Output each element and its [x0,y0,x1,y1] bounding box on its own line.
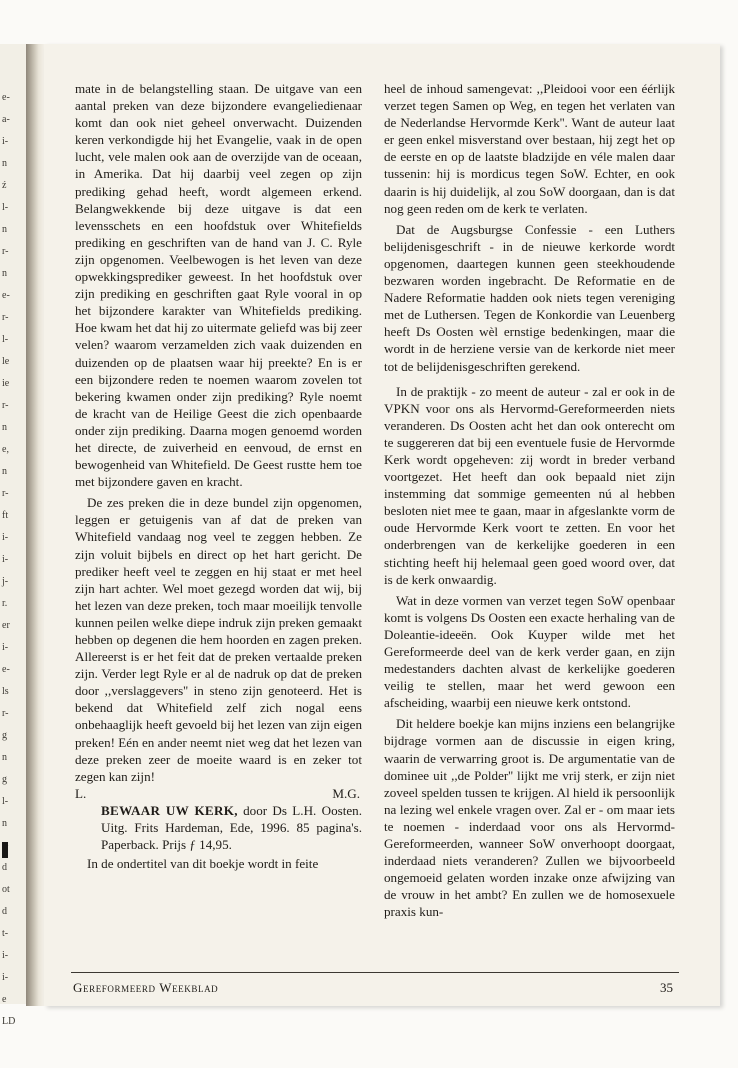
previous-page-text-fragment: le [2,356,10,367]
book-details: door Ds L.H. Oosten. Uitg. Frits Hardeman, Ede, 1996. 85 pagina's. Paperback. Prijs ƒ 14,95. [101,802,363,853]
book-title: BEWAAR UW KERK, [101,802,238,818]
review-kerk-paragraph-5: Wat in deze vormen van verzet tegen SoW openbaar komt is volgens Ds Oosten een exacte herhaling van de Doleantie-ideeën. Ook Kuyper wilde met het Gereformeerde deel van de kerk verder gaan, en zijn medestanders dachten alvast de kerkelijke goederen veilig te stellen, maar het werd gewoon een afscheiding, waarbij een nieuwe kerk ontstond. [384,592,675,711]
previous-page-text-fragment: e- [2,290,10,301]
previous-page-text-fragment: i- [2,532,9,543]
previous-page-text-fragment: n [2,466,7,477]
review-kerk-paragraph-4: In de praktijk - zo meent de auteur - zal er ook in de VPKN voor ons als Hervormd-Gereformeerden niets veranderen. Ds Oosten acht het dan ook onterecht om te suggereren dat bij een eventuele fusie de Hervormde Kerk wordt opgeheven: zij wordt in breder verband voortgezet. Het heeft dan ook bepaald niet zijn instemming dat sommige gemeenten nú al hebben besloten niet mee te gaan, maar in afgeslankte vorm de oude Hervormde Kerk voort te zetten. En voor het onderbrengen van de kerkelijke goederen in een stichting heeft hij helemaal geen goed woord over, dat is de kerk onwaardig. [384,383,675,587]
previous-page-text-fragment: g [2,730,7,741]
previous-page-text-fragment: l- [2,202,9,213]
previous-page-text-fragment: i- [2,136,9,147]
previous-page-text-fragment: r- [2,708,9,719]
previous-page-text-fragment: n [2,818,7,829]
right-column [384,80,675,921]
previous-page-text-fragment: i- [2,972,9,983]
signature-initial-left: L. [75,785,87,801]
review-kerk-paragraph-3: Dat de Augsburgse Confessie - een Luthers belijdenisgeschrift - in de nieuwe kerkorde wordt opgenomen, daartegen kunnen geen steekhoudende bezwaren worden ingebracht. De Reformatie en de Nadere Reformatie hadden ook niets tegen vereniging met de Luthersen. Tegen de Konkordie van Leuenberg heeft Ds Oosten wèl ernstige bedenkingen, maar die wordt in de herziene versie van de kerkorde niet meer tot de belijdenisgeschriften gerekend. [384,221,675,374]
previous-page-text-fragment: n [2,224,7,235]
previous-page-text-fragment: e- [2,92,10,103]
previous-page-text-fragment: i- [2,642,9,653]
review-kerk-paragraph-2: heel de inhoud samengevat: ,,Pleidooi voor een éérlijk verzet tegen Samen op Weg, en tegen het verlaten van de Nederlandse Hervormde Kerk''. Want de auteur laat er geen enkel misverstand over bestaan, hij zegt het op de eerste en op de laatste bladzijde en véle malen daar tussenin: hij is mordicus tegen SoW. Echter, en ook daarin is hij duidelijk, al zou SoW doorgaan, dan is dat nog geen reden om de kerk te verlaten. [384,81,675,216]
previous-page-text-fragment: ls [2,686,9,697]
previous-page-text-fragment: n [2,268,7,279]
signature-author-initials: M.G. [332,785,360,801]
footer-rule [71,972,679,973]
review-kerk-paragraph-6: Dit heldere boekje kan mijns inziens een belangrijke bijdrage vormen aan de discussie in eigen kring, waarin de verwarring groot is. De argumentatie van de dominee uit ,,de Polder'' lijkt me vrij sterk, er zijn niet zoveel spelden tussen te krijgen. Al hield ik persoonlijk na lezing wel enkele vragen over. Zal er - om maar iets te noemen - inderdaad voor ons als Hervormd-Gereformeerden, wanneer SoW onverhoopt doorgaat, inderdaad niets veranderen? Zullen we bijvoorbeeld ongemoeid gelaten worden inzake onze afwijzing van de vrouw in het ambt? En zullen we de homosexuele praxis kun- [384,716,675,920]
previous-page-edge [0,44,26,1027]
previous-page-text-fragment: n [2,422,7,433]
previous-page-text-fragment: e, [2,444,9,455]
previous-page-text-fragment: t- [2,928,9,939]
footer-publication-name: Gereformeerd Weekblad [73,980,219,995]
previous-page-text-fragment: l- [2,334,9,345]
review-whitefield-paragraph-2: De zes preken die in deze bundel zijn opgenomen, leggen er getuigenis van af dat de preken van Whitefield vandaag nog veel te zeggen hebben. Ze zijn voluit bijbels en direct op het hart gericht. De prediker heeft veel te zeggen en hij staat er met heel zijn hart achter. Wel moet gezegd worden dat wij, bij het lezen van deze preken, toch maar moeilijk tenvolle kunnen peilen welke diepe indruk zijn preken gemaakt hebben op degenen die hem hoorden en zagen preken. Allereerst is er het feit dat de preken vertaalde preken zijn. Verder legt Ryle er al de nadruk op dat de preken door ,,verslaggevers'' in steno zijn genoteerd. Het is bekend dat Whitefield zelf zich nogal eens onbehaaglijk heeft gevoeld bij het lezen van zijn eigen preken! Eén en ander neemt niet weg dat het lezen van deze preken zeer de moeite waard is en zeker tot zegen kan zijn! [75,495,362,784]
page-binding-shadow [26,44,44,1006]
previous-page-text-fragment: n [2,752,7,763]
previous-page-text-fragment: r- [2,488,9,499]
review-kerk-paragraph-1: In de ondertitel van dit boekje wordt in feite [87,856,319,872]
previous-page-text-fragment: n [2,158,7,169]
previous-page-text-fragment: g [2,774,7,785]
previous-page-text-fragment: r- [2,246,9,257]
left-column [75,80,362,872]
previous-page-text-fragment: ź [2,180,7,191]
page-sheet [44,44,720,1006]
previous-page-text-fragment: i- [2,554,9,565]
previous-page-text-fragment: i- [2,950,9,961]
review-signature [75,785,362,802]
previous-page-text-fragment: e- [2,664,10,675]
review-whitefield-paragraph-1: mate in de belangstelling staan. De uitgave van een aantal preken van deze bijzondere evangeliedienaar komt dan ook niet geheel onverwacht. Duizenden keren verkondigde hij het Evangelie, vaak in de open lucht, vele malen ook aan de overzijde van de oceaan, in Amerika. Dat hij daarbij veel zegen op zijn prediking gehad heeft, wordt algemeen erkend. Belangwekkende bij deze uitgave is dat een levensschets en een hoofdstuk over Whitefields prediking en geschriften van de hand van J. C. Ryle zijn opgenomen. Veelbewogen is het leven van deze opwekkingsprediker geweest. In het hoofdstuk over zijn prediking en geschriften gaat Ryle vooral in op het bijzondere karakter van Whitefields prediking. Hoe kwam het dat hij zo uitermate geliefd was bij zeer velen? waarom verzamelden zich vaak duizenden en duizenden op de plaatsen waar hij preekte? En is er een bijzondere reden te noemen waarom zovelen tot bekering kwamen onder zijn prediking? Ryle noemt de kracht van de Heilige Geest die zich openbaarde onder zijn prediking. Daarna mogen genoemd worden het directe, de zuiverheid en eenvoud, de ernst en bewogenheid van Whitefield. De Geest rustte hem toe met bijzondere gaven en kracht. [75,81,362,490]
previous-page-text-fragment: ot [2,884,10,895]
book-review-heading [75,802,362,853]
previous-page-text-fragment: r. [2,598,8,609]
previous-page-text-fragment: j- [2,576,9,587]
previous-page-text-fragment: l- [2,796,9,807]
previous-page-text-fragment: LD [2,1016,16,1027]
previous-page-text-fragment: ie [2,378,10,389]
previous-page-text-fragment: a- [2,114,10,125]
footer-page-number: 35 [660,980,673,995]
previous-page-text-fragment: er [2,620,10,631]
previous-page-text-fragment: ft [2,510,9,521]
previous-page-text-fragment: r- [2,312,9,323]
previous-page-text-fragment: d [2,906,7,917]
previous-page-text-fragment: e [2,994,7,1005]
previous-page-black-mark [2,842,8,858]
previous-page-text-fragment: d [2,862,7,873]
previous-page-text-fragment: r- [2,400,9,411]
